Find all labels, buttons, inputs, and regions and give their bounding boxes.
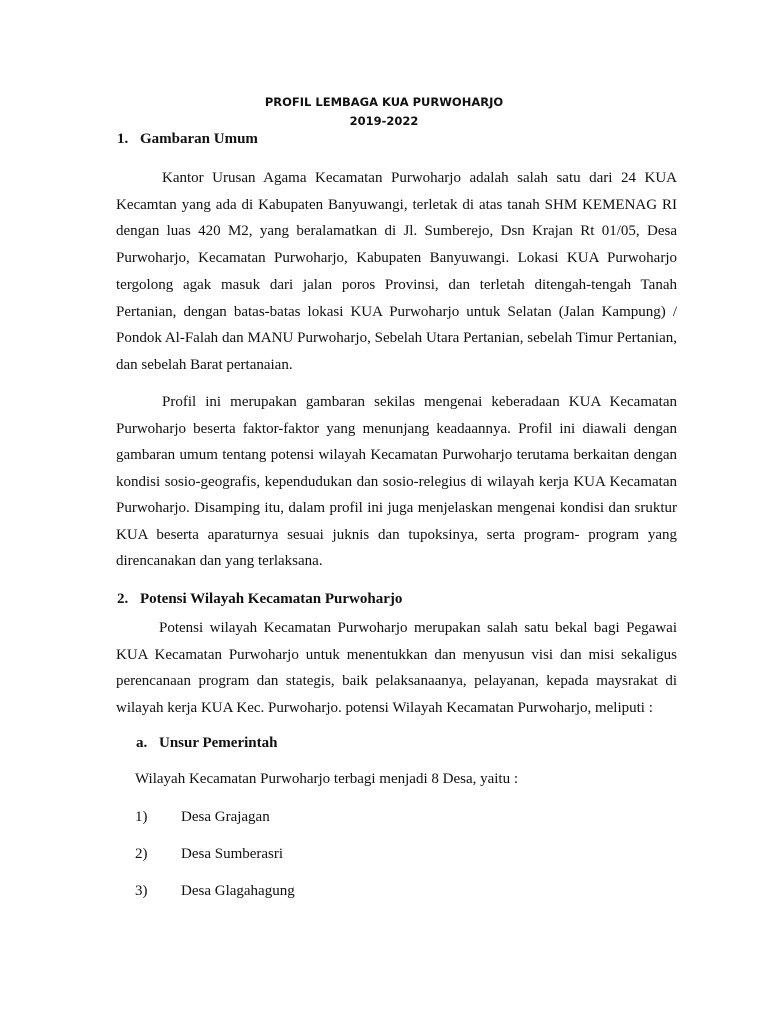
subsection-a-letter: a. bbox=[136, 735, 148, 751]
list-text: Desa Sumberasri bbox=[181, 846, 284, 862]
document-title: PROFIL LEMBAGA KUA PURWOHARJO bbox=[264, 95, 504, 109]
subsection-a-title: Unsur Pemerintah bbox=[159, 735, 278, 751]
list-text: Desa Glagahagung bbox=[181, 883, 295, 899]
section-1-number: 1. bbox=[117, 131, 129, 147]
section-1-title: Gambaran Umum bbox=[140, 131, 258, 147]
section-2-paragraph-1: Potensi wilayah Kecamatan Purwoharjo merupakan salah satu bekal bagi Pegawai KUA Kecamatan Purwoharjo untuk menentukkan dan menyusun visi dan misi sekaligus perencanaan program dan stategis, baik pelaksanaanya, pelayanan, kepada maysrakat di wilayah kerja KUA Kec. Purwoharjo. potensi Wilayah Kecamatan Purwoharjo, meliputi : bbox=[116, 620, 677, 716]
section-1-paragraph-1: Kantor Urusan Agama Kecamatan Purwoharjo adalah salah satu dari 24 KUA Kecamtan yang ada di Kabupaten Banyuwangi, terletak di atas tanah SHM KEMENAG RI dengan luas 420 M2, yang beralamatkan di Jl. Sumberejo, Dsn Krajan Rt 01/05, Desa Purwoharjo, Kecamatan Purwoharjo, Kabupaten Banyuwangi. Lokasi KUA Purwoharjo tergolong agak masuk dari jalan poros Provinsi, dan terletah ditengah-tengah Tanah Pertanian, dengan batas-batas lokasi KUA Purwoharjo untuk Selatan (Jalan Kampung) / Pondok Al-Falah dan MANU Purwoharjo, Sebelah Utara Pertanian, sebelah Timur Pertanian, dan sebelah Barat pertanaian. bbox=[116, 170, 677, 373]
list-text: Desa Grajagan bbox=[181, 809, 270, 825]
list-item bbox=[135, 808, 270, 826]
subsection-a-intro: Wilayah Kecamatan Purwoharjo terbagi menjadi 8 Desa, yaitu : bbox=[135, 771, 519, 787]
section-2-title: Potensi Wilayah Kecamatan Purwoharjo bbox=[140, 591, 403, 607]
section-2-number: 2. bbox=[117, 591, 129, 607]
list-item bbox=[135, 882, 295, 900]
list-item bbox=[135, 845, 283, 863]
section-2-heading bbox=[117, 590, 402, 608]
section-1-heading bbox=[117, 130, 258, 148]
subsection-a-heading bbox=[136, 734, 277, 752]
document-period: 2019-2022 bbox=[349, 114, 419, 128]
section-1-paragraph-2: Profil ini merupakan gambaran sekilas mengenai keberadaan KUA Kecamatan Purwoharjo beserta faktor-faktor yang menunjang keadaannya. Profil ini diawali dengan gambaran umum tentang potensi wilayah Kecamatan Purwoharjo terutama berkaitan dengan kondisi sosio-geografis, kependudukan dan sosio-relegius di wilayah kerja KUA Kecamatan Purwoharjo. Disamping itu, dalam profil ini juga menjelaskan mengenai kondisi dan sruktur KUA beserta aparaturnya sesuai juknis dan tupoksinya, serta program- program yang direncanakan dan yang terlaksana. bbox=[116, 394, 677, 569]
list-marker: 1) bbox=[135, 809, 148, 825]
list-marker: 2) bbox=[135, 846, 148, 862]
list-marker: 3) bbox=[135, 883, 148, 899]
